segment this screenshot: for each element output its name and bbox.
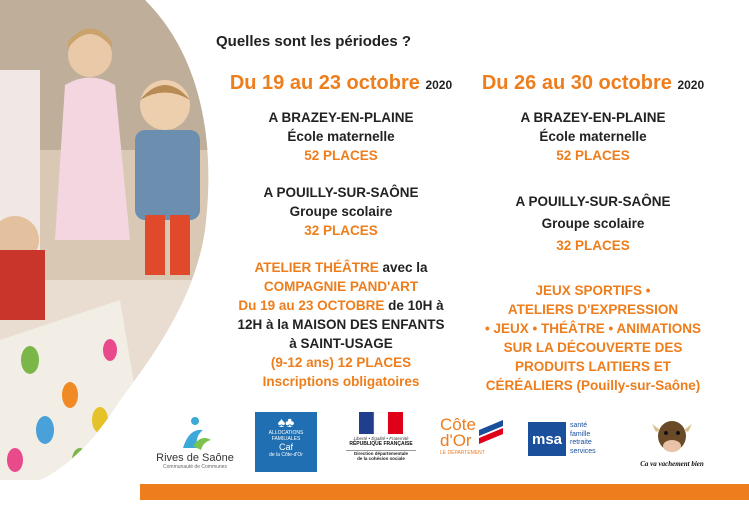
theatre-town: à SAINT-USAGE <box>289 336 393 351</box>
rives-de-saone-logo <box>155 416 235 470</box>
period-1-dates <box>218 70 464 98</box>
period-2-dates <box>460 70 726 98</box>
period-2-date-range: Du 26 au 30 octobre <box>481 72 672 94</box>
footer-bar <box>140 484 749 500</box>
theatre-places: (9-12 ans) 12 PLACES <box>270 355 412 370</box>
period-2-site-pouilly <box>460 191 726 257</box>
period-1-year: 2020 <box>425 78 453 92</box>
cow-icon <box>644 418 700 458</box>
rives-icon <box>175 416 215 452</box>
theatre-workshop-block <box>218 258 464 391</box>
msa-w3: retraite <box>570 439 592 446</box>
republique-francaise-logo <box>346 412 416 461</box>
cote-dor-line1: Côte <box>440 415 476 434</box>
msa-w4: services <box>570 447 596 455</box>
period-2-site-brazey <box>460 108 726 165</box>
activity-line: SUR LA DÉCOUVERTE DES <box>503 340 683 355</box>
caf-line2: FAMILIALES <box>271 436 301 442</box>
theatre-registration: Inscriptions obligatoires <box>262 374 420 389</box>
caf-name: Caf <box>278 442 293 452</box>
theatre-hours: de 10H à <box>384 298 444 313</box>
site-places: 32 PLACES <box>304 223 378 238</box>
theatre-company: COMPAGNIE PAND'ART <box>263 279 419 294</box>
activity-line: ATELIERS D'EXPRESSION <box>507 302 679 317</box>
rf-dept2: de la cohésion sociale <box>357 456 405 461</box>
site-school: École maternelle <box>539 129 647 144</box>
caf-line1: ALLOCATIONS <box>268 430 304 436</box>
caf-sub: de la Côte-d'Or <box>269 452 303 458</box>
site-town: A POUILLY-SUR-SAÔNE <box>263 185 419 200</box>
rives-name: Rives de Saône <box>156 452 234 464</box>
period-1-column <box>218 70 464 391</box>
site-town: A POUILLY-SUR-SAÔNE <box>515 194 671 209</box>
theatre-venue: 12H à la MAISON DES ENFANTS <box>237 317 445 332</box>
period-1-site-pouilly <box>218 183 464 240</box>
theatre-dates: Du 19 au 23 OCTOBRE <box>238 298 385 313</box>
msa-abbr: msa <box>528 422 566 456</box>
cote-dor-mark-icon <box>479 416 503 450</box>
msa-logo <box>528 422 620 456</box>
msa-w1: santé <box>570 422 588 429</box>
period-2-year: 2020 <box>677 78 705 92</box>
period-2-column <box>460 70 726 395</box>
caf-logo <box>255 412 317 472</box>
site-places: 32 PLACES <box>556 238 630 253</box>
site-town: A BRAZEY-EN-PLAINE <box>268 110 414 125</box>
cote-dor-logo <box>440 416 516 456</box>
theatre-text: avec la <box>378 260 428 275</box>
vache-text: Ca va vachement bien <box>640 460 704 468</box>
rf-name: RÉPUBLIQUE FRANÇAISE <box>349 441 413 447</box>
site-places: 52 PLACES <box>556 148 630 163</box>
msa-w2: famille <box>570 430 591 438</box>
activity-line: CÉRÉALIERS (Pouilly-sur-Saône) <box>485 378 701 393</box>
rf-dept1: Direction départementale <box>346 450 416 456</box>
period-1-date-range: Du 19 au 23 octobre <box>229 72 420 94</box>
vache-logo <box>638 418 706 468</box>
cote-dor-sub: LE DÉPARTEMENT <box>440 450 485 456</box>
activity-line: PRODUITS LAITIERS ET <box>514 359 671 374</box>
rives-sub: Communauté de Communes <box>163 464 227 470</box>
partner-logos <box>150 412 740 478</box>
rf-motto: Liberté • Égalité • Fraternité <box>353 436 409 441</box>
theatre-title: ATELIER THÉÂTRE <box>254 260 379 275</box>
activity-line: • JEUX • THÉÂTRE • ANIMATIONS <box>485 321 701 336</box>
caf-family-icon: ♠♣ <box>277 414 295 430</box>
page-heading: Quelles sont les périodes ? <box>216 33 412 50</box>
cote-dor-line2: d'Or <box>440 431 472 450</box>
site-school: École maternelle <box>287 129 395 144</box>
site-places: 52 PLACES <box>304 148 378 163</box>
site-school: Groupe scolaire <box>541 216 645 231</box>
activities-block <box>460 281 726 395</box>
marianne-flag-icon <box>359 412 403 434</box>
period-1-site-brazey <box>218 108 464 165</box>
children-photo <box>0 0 230 480</box>
site-school: Groupe scolaire <box>289 204 393 219</box>
site-town: A BRAZEY-EN-PLAINE <box>520 110 666 125</box>
activity-line: JEUX SPORTIFS • <box>535 283 651 298</box>
